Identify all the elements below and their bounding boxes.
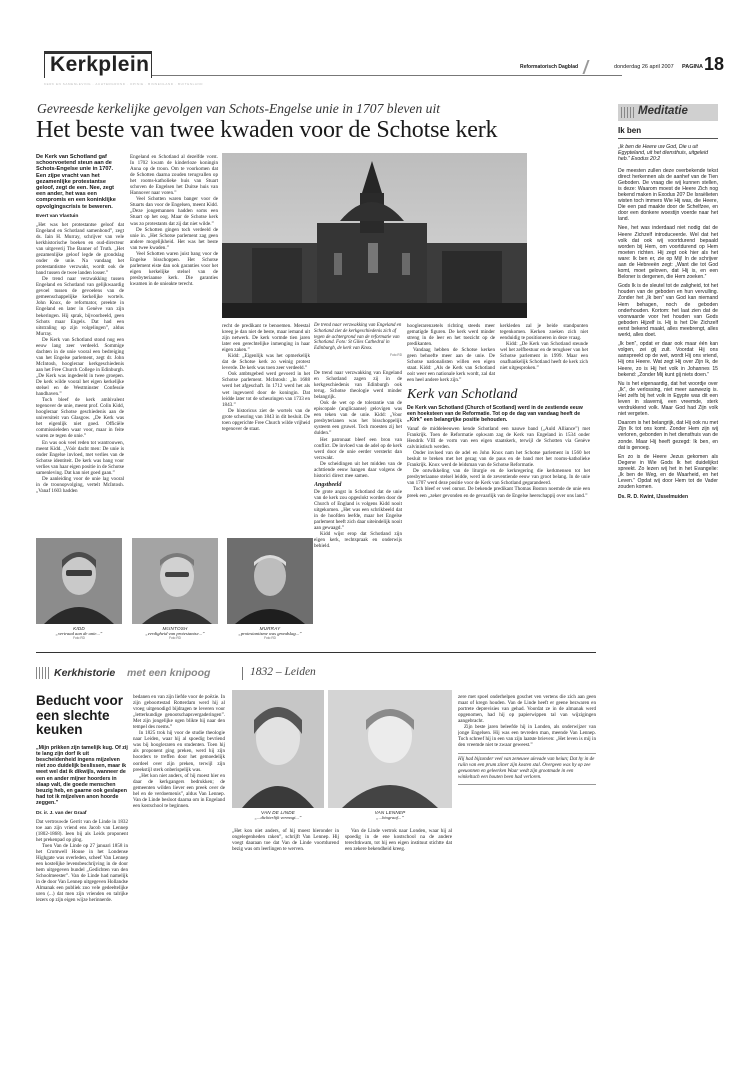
section-header [44, 51, 724, 78]
header-date: donderdag 26 april 2007 [614, 64, 674, 70]
paragraph: kerkleden zal je beide standpunten tegenkomen. Kerken zoeken zich niet eenduidig te positioneren in deze vraag. [500, 323, 588, 342]
paragraph: De historicus ziet de wortels van de grote scheuring van 1843 in dit besluit. De toen opgerichte Free Church wilde vrijheid tegenover de staat. [222, 407, 310, 432]
portrait-caption-kidd [36, 626, 122, 640]
paragraph: zere met spoel onderhelpen goschet ven vertens die zich aan geen maat of kregn houden. Van de Linde heeft er geene bezwaren en portrete deprevisies van gehad. Voordat ze in de almanak werd opgenomen, had hij op papierwippen tal van wijzigingen aangebracht. [458, 694, 596, 725]
portrait-kidd-face [36, 538, 122, 624]
page-label: PAGINA [682, 64, 703, 70]
history-mark [36, 667, 50, 679]
paragraph: recht de predikant te benoemen. Meestal kreeg je dan niet de beste, maar iemand uit zijn netwerk. De kerk vormde tien jaren later een gerechtelijke inmenging in haar eigen zaken.” [222, 323, 310, 354]
cathedral-illustration [222, 153, 527, 318]
history-byline: Dr. ir. J. van der Graaf [36, 810, 87, 816]
article-column-4 [314, 370, 402, 630]
article-body-col3 [222, 323, 310, 466]
meditatie-paragraph: En zo is de Heere Jezus gekomen als Degene in Wie Gods Ik het duidelijkst spreekt. Zo lezen wij het in het Evangelie: „Ik ben de Weg, en de Waarheid, en het Leven.” Opdat wij door Hem tot de Vader zouden komen. [618, 453, 718, 491]
meditatie-rule [618, 138, 718, 139]
portrait-name: McINTOSH [162, 626, 188, 631]
history-body-col4 [458, 694, 596, 748]
portrait-murray [227, 538, 313, 624]
article-body-col1 [36, 222, 124, 494]
paragraph: De trend naar verzwakking van Engeland en Schotland zagen zij in de kerkgeschiedenis van Edinburgh ook terug. Schotse theologie werd minder belangrijk. [314, 370, 402, 401]
paragraph: „Het kon niet anders, of hij moest hieronder in ongelegenheden raken”, schrijft Van Lennep. Hij voegt daaraan toe dat Van de Linde voortdurend bezig was om leerlingen te werven. [232, 828, 339, 853]
article-byline: Evert van Vlastuin [36, 213, 79, 219]
paragraph: bedanen en van zijn liefde voor de poëzie. In zijn geboortestad Rotterdam werd hij al vroeg uitgenodigd bijdragen te leveren voor „letterkundige genootschapsvergaderingen”. Met zijn jongelijke ogen blikte hij naar den tempel des roems.” [133, 694, 225, 731]
photo-credit: Foto RD [390, 352, 402, 357]
paragraph: Van de Linde vertrok naar Londen, waar hij al spoedig in de ene kostschool na de andere terechtkwam, tot hij een eigen instituut stichtte dat een zekere bekendheid kreeg. [345, 828, 452, 853]
box-title: Kerk van Schotland [407, 387, 518, 402]
box-text [407, 426, 590, 499]
paragraph: De ontwikkeling van de liturgie en de kerkregering die kerkmensen tot het presbyteriaanse stelsel leidde, werd in de zeventiende eeuw van groot belang. In de unie van 1707 werd deze positie voor de Kerk van Schotland gegarandeerd. [407, 468, 590, 487]
paper-divider [582, 60, 589, 74]
history-column-1 [36, 694, 128, 1054]
paragraph: Vanaf de middeleeuwen kende Schotland een nauwe band („Auld Alliance”) met Frankrijk. Toen de Reformatie opkwam zag de Kerk van Engeland in 1534 onder Hendrik VIII de vorm van een eigen staatskerk, terwijl de Schotten via Genève calvinistisch werden. [407, 426, 590, 451]
kerk-van-schotland-box [407, 387, 590, 630]
portrait-van-lennep-engraving [328, 690, 452, 808]
meditatie-mark [621, 107, 635, 118]
portrait-caption-mcintosh [132, 626, 218, 640]
history-intro: „Mijn prikken zijn tamelijk kug. Of zij te lang zijn dorf ik uit bescheidenheid ingens mijzelven niet zoo duidelijk beslissen, maar ik weet wel dat ik dikwijls, wanneer de een en ander mijner hoorders in slaap valt, die goede menschen beuzig heb, en gaarne ook geslapen had tot ik mijzelven anon hoorde zeggen.” [36, 744, 128, 807]
portrait-name: VAN LENNEP [374, 810, 406, 815]
header-rule [152, 75, 622, 76]
paragraph: Onder invloed van de adel en John Knox nam het Schotse parlement in 1560 het besluit te breken met het gezag van de paus en de band met het rooms-katholieke Frankrijk. Knox werd de leidsman van de Schotse Reformatie. [407, 450, 590, 469]
paragraph: De Schotten gingen toch verdeeld de unie in. „Het Schotse parlement zag geen andere mogelijkheid. Het was het beste van twee kwaden.” [130, 226, 218, 251]
paragraph: Kidd: „Eigenlijk was het opmerkelijk dat de Schotse kerk zo weinig protest leverde. De kerk was toen zeer verdeeld.” [222, 353, 310, 372]
paragraph: Kidd wijst erop dat Schotland zijn eigen kerk, rechtspraak en onderwijs behield. [314, 531, 402, 550]
meditatie-paragraph: Nu is het eigenaardig, dat het woordje over „Ik”, de verlossing, niet meer aanwezig is. Het zelfs bij het volk in Egypte was dit een leven in slavernij, een vreemde, sterk verdrukkend volk. Maar God had Zijn volk niet vergeten. [618, 380, 718, 418]
portrait-credit: Foto RD [73, 636, 85, 640]
portrait-credit: Foto RD [264, 636, 276, 640]
paragraph: Toch bleef de kerk ambivalent tegenover de unie, meent prof. Colin Kidd, hoogleraar Schotse geschiedenis aan de universiteit van Glasgow. „De Kerk was het eigenlijk niet goed. Officiële commissieleden waar voor, maar in feite waren ze tegen de unie.” [36, 397, 124, 440]
meditatie-paragraph: Gods Ik is de sleutel tot de zaligheid, tot het houden van de geboden en hun vervulling. Zonder het „Ik ben” van God kan niemand Hem behagen, noch de geboden onderhouden. Kortom: het laat zien dat de voorwaarde voor het houden van Gods geboden Hijzelf is. Hij is het Die Zichzelf eerst bekend maakt, alles meebrengt, alles werkt, alles doet. [618, 283, 718, 339]
portrait-credit: Foto RD [169, 636, 181, 640]
paragraph: En was ook veel reden tot wantrouwen, meent Kidd. „Vóór dacht men: De unie is onder Engelse invloed, met verlies van de Schotse identiteit. De kerk was bang voor verlies van haar eigen positie in de Schotse samenleving. Dat kan niet goed gaan.” [36, 439, 124, 476]
paragraph: Zijn beste jaren beleefde hij in Londen, als onderwijzer van jonge Engelsen. Hij was een tevreden man, meende Van Lennep. Toch schreef hij in een van zijn laatste brieven: „Het leven is mij in den vreemde niet te zwaar geweest.” [458, 724, 596, 749]
portrait-name: KIDD [73, 626, 85, 631]
portrait-murray-face [227, 538, 313, 624]
portrait-mcintosh-face [132, 538, 218, 624]
meditatie-paragraph: Nee, het was inderdaad niet nodig dat de Heere Zichzelf introduceerde. Wel dat het volk dat ook wij voortdurend bepaald worden bij Hem, om voortdurend op Hem moeten richten. Hij zegt ook hier als het ware: Ik ben er, zie op Mij! In de schrijver aan de Hebreeën zegt: „Want die tot God komt, moet geloven, dat Hij is, en een Beloner is dergenen, die Hem zoeken.” [618, 225, 718, 281]
paragraph: Toen Van de Linde op 27 januari 1858 in het Cromwell House in het Londense Highgate was overleden, scheef Van Lennep een kostelijke levensbeschrijving in de door hem uitgegeven bundel „Gedichten van den Schoolmeester”. Van de Linde had namelijk in de door Van Lennep uitgegeven Hollandse Almanak een publiek zoo vele gedeeltelijke uren (...) dat men zijn vrienden en talrijke lezers op zijn eigen wijze herinnerde. [36, 842, 128, 904]
portrait-kidd [36, 538, 122, 624]
article-body-col4 [314, 370, 402, 479]
history-label: Kerkhistorie [54, 667, 116, 679]
paragraph: In 1825 trok hij voor de studie theologie naar Leiden, waar hij al spoedig bevriend was bij hoogleraren en studenten. Toen hij als proponent ging preken, werd hij zijn hoorders te treffen door het gemoedelijk oordeel over zijn preken, terwijl zijn preekstijl sterk onberispelijk was. [133, 730, 225, 773]
meditatie-title: Ik ben [618, 126, 642, 135]
history-label-rest: met een knipoog [127, 667, 211, 679]
history-body-col3 [232, 828, 452, 1054]
paragraph: De scheidingen uit het midden van de achttiende eeuw hangen daar volgens de historici direct mee samen. [314, 460, 402, 479]
paragraph: De Kerk van Schotland stond nog een eeuw lang zeer verdeeld. Sommige dachten in de unie vooral een bedreiging van het Engelse parlement, zegt dr. John McIntosh, hoogleraar kerkgeschiedenis aan het Free Church College in Edinburgh. „De Kerk was ingedeeld in twee groepen. De kerk wilde vooral het eigen kerkelijke stelsel en de Westminster Confessie handhaven.” [36, 336, 124, 398]
portrait-quote: „...dichterlijk vermogt...” [254, 815, 302, 820]
paragraph: Ook de wet op de tolerantie van de episcopale (anglicaanse) gelovigen was een teken van de unie. Kidd: „Voor presbyterianen was het bisschoppelijk systeem een gruwel. Toch moesten zij het dulden.” [314, 400, 402, 437]
section-separator [36, 652, 596, 653]
article-body-col4b [314, 489, 402, 549]
meditatie-column [618, 104, 718, 1054]
meditatie-paragraph: De meesten zullen deze overbekende tekst direct herkennen als de aanhef van de Tien Geboden. De vraag die wij kunnen stellen, is deze: Waarom moest de Heere Zich nog bekend maken in Exodus 20? De Israëlieten wisten toch immers Wie Hij was, die Heere, Die een pad maakte door de Schelfzee, en door een donkere woestijn voerde naar het land. [618, 167, 718, 223]
portrait-quote: „vertraad aan de unie...” [55, 631, 103, 636]
portrait-name: VAN DE LINDE [260, 810, 296, 815]
history-year-title: 1832 – Leiden [250, 666, 316, 678]
meditatie-label: Meditatie [638, 105, 688, 117]
history-header [36, 665, 596, 683]
faint-section-line: KERK EN SAMENLEVING · ACHTERGROND · OPINIE · BINNENLAND · BUITENLAND [44, 82, 203, 86]
portrait-van-lennep [328, 690, 452, 808]
paper-name: Reformatorisch Dagblad [520, 64, 579, 70]
portrait-van-de-linde-engraving [232, 690, 324, 808]
portrait-name: MURRAY [259, 626, 281, 631]
paragraph: Toch bleef er veel onrust. De bekende predikant Thomas Boston noemde de unie een preek een „zeker gevonden en de gevaarlijk van de Engelse heerschappij over ons land.” [407, 486, 590, 499]
history-headline: Beducht voor een slechte keuken [36, 694, 124, 737]
paragraph: Dat vertrouwde Gerrit van de Linde in 1832 toe aan zijn vriend ens Jacob van Lennep (1802-1868). Ieen bij als Leids proponent het prekenpad op ging. [36, 818, 128, 843]
portrait-caption-murray [227, 626, 313, 640]
meditatie-paragraph: Daarom is het belangrijk, dat Hij ook nu met Zijn Ik tot ons komt. Zonder Hem zijn wij verloren, gebonden in het diensthuis van de zonde. Maar Hij heeft gezegd: Ik ben, en dat is genoeg. [618, 420, 718, 451]
page-number: 18 [704, 54, 725, 74]
portrait-caption-van-de-linde [232, 810, 324, 820]
photo-caption-block [314, 323, 402, 357]
box-lead: De Kerk van Schotland (Church of Scotland) werd in de zestiende eeuw een hoeksteen van de Reformatie. Tot op de dag van vandaag heeft de „Kirk” een belangrijke positie behouden. [407, 405, 583, 423]
history-body [36, 819, 128, 904]
portrait-quote: „...biograaf...” [376, 815, 404, 820]
paragraph: „Het kon niet anders, of hij moest hier en daar de kerkgangers bedrukken; de gemeenten wilden liever een preek over de hel en de verdoemenis”, aldus Van Lennep. Van de Linde besloot daarna om in Engeland een kostschool te beginnen. [133, 772, 225, 809]
paragraph: Veel Schotten waren juist bang voor de Engelse bisschoppen. Het Schotse parlement eiste dan ook garanties voor het eigen kerkelijke stelsel van de presbyteriaanse kerk. Die garanties kwamen in de unieakte terecht. [130, 250, 218, 287]
article-overline: Gevreesde kerkelijke gevolgen van Schots-Engelse unie in 1707 bleven uit [37, 101, 440, 116]
portrait-van-de-linde [232, 690, 324, 808]
meditatie-quote: „Ik ben de Heere uw God, Die u uit Egypteland, uit het diensthuis, uitgeleid heb.” Exodus 20:2 [618, 144, 708, 163]
article-body-col5 [407, 323, 495, 383]
meditatie-banner [618, 104, 718, 121]
paragraph: De aanleiding voor de unie lag vooral in de troonopvolging, vertelt McIntosh. „Vanaf 1603 hadden [36, 475, 124, 494]
paragraph: Vandaag hebben de Schotse kerken geen behoefte meer aan de unie. De Schotse nationalisten willen een eigen staat. Kidd: „Als de Kerk van Schotland ooit weer een nationale kerk wordt, zal dat een heel andere kerk zijn.” [407, 347, 495, 383]
portrait-mcintosh [132, 538, 218, 624]
section-title: Kerkplein [50, 53, 150, 76]
angstbeeld-subhead: Angstbeeld [314, 481, 342, 488]
portrait-quote: „protestantisme was grondslag...” [238, 631, 302, 636]
meditatie-text [618, 168, 718, 491]
cathedral-photo [222, 153, 527, 318]
paragraph: De grote angst in Schotland dat de unie van de kerk zou opgeslokt worden door de Church of England is volgens Kidd nooit uitgekomen. „Het was een schrikbeeld dat in de hoofden leefde, maar het Engelse parlement heeft zich daar uiteindelijk nooit aan gewaagd.” [314, 488, 402, 532]
portrait-quote: „eerdigheid van protestantse...” [145, 631, 205, 636]
article-headline: Het beste van twee kwaden voor de Schotse kerk [36, 117, 498, 143]
photo-caption: De trend naar verzwakking van Engeland en Schotland ziet de kerkgeschiedenis zich af tegen de achtergrond van de reformatie van Schotland. Foto: St Giles Cathedral in Edinburgh, de kerk van Knox. [314, 323, 402, 352]
portrait-caption-van-lennep [328, 810, 452, 820]
paragraph: Kidd: „De Kerk van Schotland steunde wel het zelfbestuur en de terugkeer van het Schotse parlement in 1999. Maar een onafhankelijk Schotland heeft de kerk zich niet uitgesproken.” [500, 341, 588, 372]
meditatie-paragraph: „Ik ben”, opdat er daar ook maar één kan volgen, zei gij zult. Voordat Hij ons aanspreekt op de wet, wordt Hij ons vriend, Hij ons Heere. Wat zegt Hij over Zijn Ik, de Heere, zo is Hij het volk in Johannes 15 bekend: „Zonder Mij kunt gij niets doen.” [618, 341, 718, 378]
article-intro: De Kerk van Schotland gaf schoorvoetend steun aan de Schots-Engelse unie in 1707. Een zijpe vracht van het gezamenlijke protestantse geloof, zegt de een. Nee, zegt een ander, het was een compromis en een koninklijke opvolgingscrisis te beweren. [36, 154, 116, 210]
paragraph: hooglerarenzetels richting steeds meer gematigde figuren. De kerk werd minder streng in de leer en het toezicht op de predikanten. [407, 323, 495, 348]
paragraph: Veel Schotten waren banger voor de Stuarts dan voor de Engelsen, meent Kidd. „Deze jongemannen hadden soms een Stuart op het oog. Maar de Schotse kerk was zo protestants dat zij dat niet wilde.” [130, 196, 218, 227]
paragraph: Ook ambtsgebed werd gevoerd in het Schotse parlement. McIntosh: „In 1688 werd het afgeschaft. In 1712 werd het als wet ingevoerd door de koningin. Dat leidde later tot de scheuringen van 1733 en 1843.” [222, 371, 310, 408]
article-body-col6 [500, 323, 588, 383]
paragraph: De trend naar verzwakking tussen Engeland en Schotland van gelijkwaardig gevoel tussen de gevoelens van de gemeenschappelijke kerkelijke wortels. John Knox, de reformator, preekte in Engeland en later in Genève van zijn bekeringen. Hij sprak, bijvoorbeeld, geen Schots maar Engels. Dat had een uitstraling op zijn volgelingen”, aldus Murray. [36, 276, 124, 337]
history-column-4 [458, 694, 596, 1054]
paragraph: Engeland en Schotland al dezelfde vorst. In 1702 kwam de kinderloze koningin Anna op de troon. Om te voorkomen dat de Schotten daarna zouden terugvallen op het rooms-katholieke huis van Stuart schoven de Engelsen het Duitse huis van Hannover naar voren.” [130, 154, 218, 197]
history-poem: Hij had bijzonder veel van zeneuwe ulevade van heiun; Dat hy in de ruiin van een prum ziiner zijn kosten stal. Overgeen was hy op zee geeuonnen en geleerken Waar wedt zijn grootmade in een winkeltach een houten been had verloren. [458, 753, 596, 785]
meditatie-signature: Ds. R. D. Kwint, IJsselmuiden [618, 494, 689, 501]
paragraph: Het patronaat bleef een bron van conflict. De invloed van de adel op de kerk werd door de unie eerder versterkt dan verzwakt. [314, 436, 402, 461]
history-body-col2 [133, 694, 225, 1054]
paragraph: „Het was het protestantse geloof dat Engeland en Schotland samenbond”, zegt ds. Iain H. Murray, schrijver van vele kerkhistorische boeken en oud-directeur van uitgeverij The Banner of Truth. „Het gezamenlijke geloof legde de grondslag onder de unie. Na vandaag het protestantisme verzwakt, wordt ook de band tussen de twee landen losser.” [36, 221, 124, 277]
history-divider [242, 667, 243, 680]
